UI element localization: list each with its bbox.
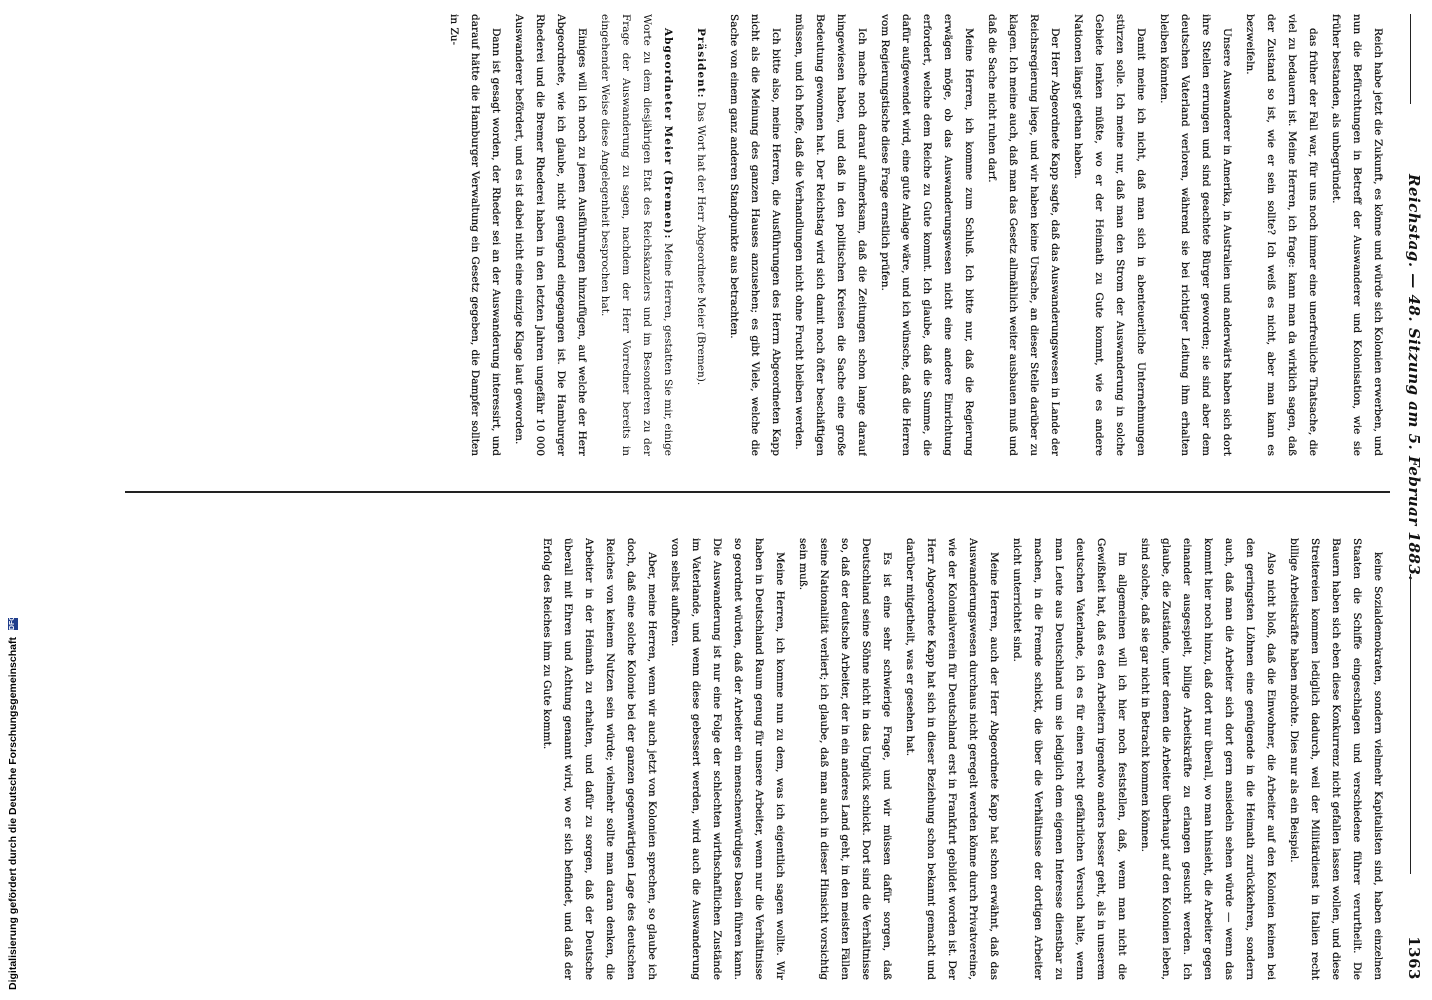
page-header: [1396, 14, 1426, 980]
right-paragraph: Meine Herren, auch der Herr Abgeordnete Kapp hat schon erwähnt, daß das Auswanderungswesen durchaus nicht geregelt werden könne durch Privatvereine, wie der Kolonialverein für Deutschland erst in Frankfurt gebildet worden ist. Der Herr Abgeordnete Kapp hat sich in dieser Beziehung schon bekannt gemacht und darüber mitgetheilt, was er gesehen hat.: [904, 538, 1000, 980]
president-statement: [690, 14, 711, 456]
meier-text: Meine Herren, gestatten Sie mir, einige Worte zu dem diesjährigen Etat des Reichskanzlers und im Besonderen zu der Frage der Auswanderung zu sagen, nachdem der Herr Vorredner bereits in eingehender Weise diese Angelegenheit besprochen hat.: [599, 14, 674, 456]
right-paragraph: Es ist eine sehr schwierige Frage, und wir müssen dafür sorgen, daß Deutschland seine Söhne nicht in das Unglück schickt. Dort sind die Verhältnisse so, daß der deutsche Arbeiter, der in ein anderes Land geht, in den meisten Fällen seine Nationalität verliert; ich glaube, daß man auch in dieser Hinsicht vorsichtig sein muß.: [797, 538, 893, 980]
left-paragraph: Der Herr Abgeordnete Kapp sagte, daß das Auswanderungswesen in Lande der Reichsregierung liege, und wir haben keine Ursache, an dieser Stelle darüber zu klagen. Ich meine auch, daß man das Gesetz allmählich weiter ausbauen muß und daß die Sache nicht ruhen darf.: [986, 14, 1061, 456]
digitization-credit: [7, 10, 19, 990]
page-number: 1363: [1405, 936, 1423, 980]
president-text: Das Wort hat der Herr Abgeordnete Meier (Bremen).: [695, 101, 707, 386]
rotated-page: [30, 2, 1430, 992]
meier-paragraph: Einiges will ich noch zu jenen Ausführungen hinzufügen, auf welche der Herr Abgeordnete, wie ich glaube, nicht genügend eingegangen ist. Die Hamburger Rhederei und die Bremer Rhederei haben in den letzten Jahren ungefähr 10 000 Auswanderer befördert, und es ist dabei nicht eine einzige Klage laut geworden.: [513, 14, 588, 456]
meier-speech-intro: [594, 14, 678, 456]
left-paragraph: Meine Herren, ich komme zum Schluß. Ich bitte nur, daß die Regierung erwägen möge, ob das Auswanderungswesen nicht eine andere Einrichtung erfordert, welche dem Reiche zu Gute kommt. Ich glaube, daß die Summe, die dafür aufgewendet wird, eine gute Anlage wäre, und ich wünsche, daß die Herren vom Regierungstische diese Frage ernstlich prüfen.: [879, 14, 975, 456]
spacer: [711, 14, 721, 456]
right-paragraph: keine Sozialdemokraten, sondern vielmehr Kapitalisten sind, haben einzelnen Staaten die Schiffe eingeschlagen und verschiedene führer verurtheilt. Die Bauern haben sich eben diese Konkurrenz nicht gefallen lassen wollen, und diese Streitereien kommen lediglich dadurch, weil der Militärdienst in Italien recht billige Arbeitskräfte haben möchte. Dies nur als ein Beispiel.: [1288, 538, 1384, 980]
left-paragraph: Unsere Auswanderer in Amerika, in Australien und anderwärts haben sich dort ihre Stellen errungen und sind geachtete Bürger geworden; sie sind aber dem deutschen Vaterland verloren, während sie bei richtiger Leitung ihm erhalten bleiben könnten.: [1158, 14, 1233, 456]
president-speaker: Präsident:: [695, 28, 707, 99]
left-column: [123, 14, 1388, 456]
left-paragraph: das früher der Fall war, für uns noch immer eine unerfreuliche Thatsache, die viel zu bedauern ist. Meine Herren, ich frage: kann man da wirklich sagen, daß der Zustand so ist, wie er sein sollte? Ich weiß es nicht, aber man kann es bezweifeln.: [1244, 14, 1319, 456]
left-paragraph: Ich bitte also, meine Herren, die Ausführungen des Herrn Abgeordneten Kapp nicht als die Meinung des ganzen Hauses anzusehen; es gibt Viele, welche die Sache von einem ganz anderen Standpunkte aus betrachten.: [728, 14, 782, 456]
header-rule-right: [1410, 574, 1411, 874]
right-paragraph: Meine Herren, ich komme nun zu dem, was ich eigentlich sagen wollte. Wir haben in Deutschland Raum genug für unsere Arbeiter, wenn nur die Verhältnisse so geordnet würden, daß der Arbeiter ein menschenwürdiges Dasein führen kann. Die Auswanderung ist nur eine Folge der schlechten wirthschaftlichen Zustände im Vaterlande, und wenn diese gebessert werden, wird auch die Auswanderung von selbst aufhören.: [669, 538, 786, 980]
left-paragraph: Ich mache noch darauf aufmerksam, daß die Zeitungen schon lange darauf hingewiesen haben, und daß in den politischen Kreisen die Sache eine große Bedeutung gewonnen hat. Der Reichstag wird sich damit noch öfter beschäftigen müssen, und ich hoffe, daß die Verhandlungen nicht ohne Frucht bleiben werden.: [793, 14, 868, 456]
left-paragraph: Damit meine ich nicht, daß man sich in abenteuerliche Unternehmungen stürzen solle. Ich meine nur, daß man den Strom der Auswanderung in solche Gebiete lenken müßte, wo er der Heimath zu Gute kommt, wie es andere Nationen längst gethan haben.: [1072, 14, 1147, 456]
right-column: [123, 538, 1388, 980]
column-divider: [125, 491, 1390, 493]
meier-speaker: Abgeordneter Meier (Bremen):: [662, 28, 674, 240]
left-paragraph: Reich habe jetzt die Zukunft, es könne und würde sich Kolonien erwerben, und nun die Befürchtungen in Betreff der Auswanderer und Kolonisation, wie sie früher bestanden, als unbegründet.: [1330, 14, 1384, 456]
right-paragraph: Im allgemeinen will ich hier noch feststellen, daß, wenn man nicht die Gewißheit hat, daß es den Arbeitern irgendwo anders besser geht, als in unserem deutschen Vaterlande, ich es für einen recht gefährlichen Versuch halte, wenn man Leute aus Deutschland um sie lediglich dem eigenen Interesse dienstbar zu machen, in die Fremde schickt, die über die Verhältnisse der dortigen Arbeiter nicht unterrichtet sind.: [1011, 538, 1128, 980]
dfg-logo-icon: DFG: [9, 615, 17, 631]
right-paragraph: Also nicht bloß, daß die Einwohner, die Arbeiter auf den Kolonien keinen bei den geringsten Löhnen eine genügende in die Heimath zurückkehren, sondern auch, daß man die Arbeiter sich dort gern ansiedeln sehen würde — wenn das kommt hier noch hinzu, daß dort nur überall, wo man hinsieht, die Arbeiter gegen einander ausgespielt, billige Arbeitskräfte zu erlangen gesucht werden. Ich glaube, die Zustände, unter denen die Arbeiter überhaupt auf den Kolonien leben, sind solche, daß sie gar nicht in Betracht kommen können.: [1139, 538, 1277, 980]
right-paragraph: Aber, meine Herren, wenn wir auch jetzt von Kolonien sprechen, so glaube ich doch, daß eine solche Kolonie bei der ganzen gegenwärtigen Lage des deutschen Reiches von keinem Nutzen sein würde; vielmehr sollte man daran denken, die Arbeiter in der Heimath zu erhalten, und dafür zu sorgen, daß der Deutsche überall mit Ehren und Achtung genannt wird, wo er sich befindet, und daß der Erfolg des Reiches ihm zu Gute kommt.: [541, 538, 658, 980]
meier-paragraph: Dann ist gesagt worden, der Rheder sei an der Auswanderung interessirt, und darauf hätte die Hamburger Verwaltung ein Gesetz gegeben, die Dampfer sollten in Zu-: [448, 14, 502, 456]
header-rule-left: [1410, 14, 1411, 104]
header-title: Reichstag. — 48. Sitzung am 5. Februar 1883.: [1405, 174, 1423, 581]
credit-text: Digitalisierung gefördert durch die Deutsche Forschungsgemeinschaft: [7, 637, 19, 990]
spacer: [678, 14, 688, 456]
